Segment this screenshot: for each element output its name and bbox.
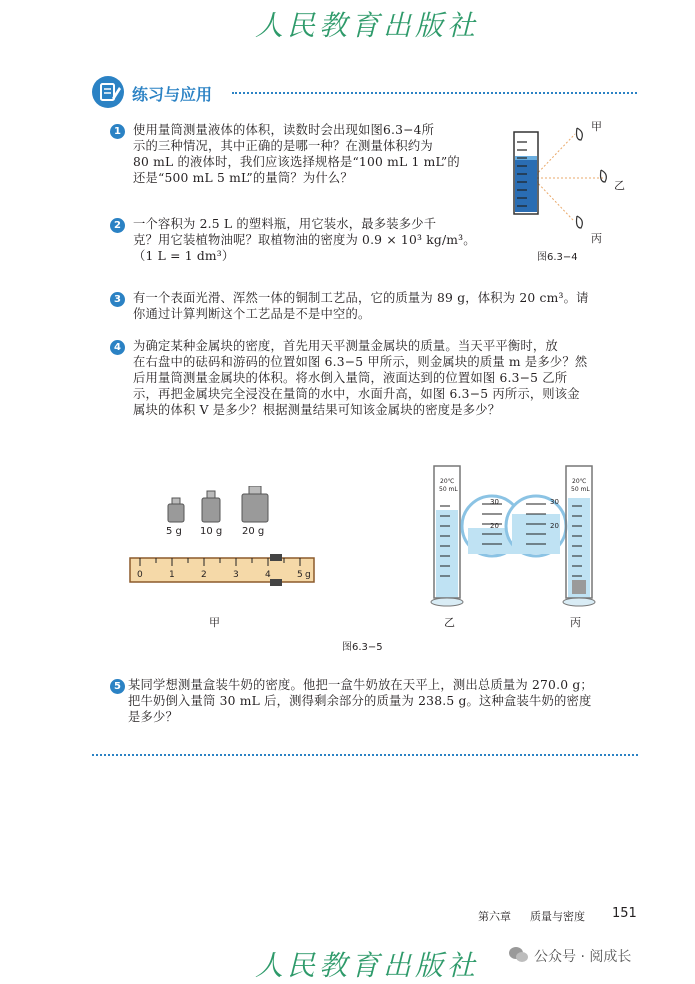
question-5	[128, 677, 593, 725]
question-line: 使用量筒测量液体的体积，读数时会出现如图6.3−4所	[133, 123, 435, 137]
section-title: 练习与应用	[132, 85, 213, 104]
ruler-tick-label: 2	[201, 570, 207, 580]
ruler-tick-label: 3	[233, 570, 239, 580]
section-end-divider	[92, 754, 638, 756]
weight-label: 5 g	[166, 526, 182, 537]
panel-label-bing: 丙	[570, 616, 581, 629]
question-number-3: 3	[110, 292, 125, 307]
question-line: 有一个表面光滑、浑然一体的铜制工艺品，它的质量为 89 g，体积为 20 cm³。请	[133, 291, 589, 305]
question-line: 示的三种情况，其中正确的是哪一种？在测量体积约为	[133, 139, 433, 153]
question-line: 某同学想测量盒装牛奶的密度。他把一盒牛奶放在天平上，测出总质量为 270.0 g；	[128, 678, 593, 692]
question-2	[133, 216, 476, 264]
cylinder-temperature: 20℃	[440, 478, 455, 485]
cylinder-temperature: 20℃	[572, 478, 587, 485]
view-label-bing: 丙	[591, 232, 602, 245]
question-number-1: 1	[110, 124, 125, 139]
question-line: 克？用它装植物油呢？取植物油的密度为 0.9 × 10³ kg/m³。	[133, 233, 476, 247]
weight-label: 20 g	[242, 526, 265, 537]
panel-label-yi: 乙	[444, 616, 455, 629]
watermark-text: 公众号 · 阅成长	[534, 949, 632, 965]
question-line: 还是“500 mL 5 mL”的量筒？为什么？	[133, 171, 353, 185]
question-line: 在右盘中的砝码和游码的位置如图 6.3−5 甲所示，则金属块的质量 m 是多少？然	[133, 355, 588, 369]
question-line: 属块的体积 V 是多少？根据测量结果可知该金属块的密度是多少？	[133, 403, 501, 417]
weights-and-rider-diagram	[128, 486, 323, 596]
ruler-tick-label: 5	[297, 570, 303, 580]
weight-label: 10 g	[200, 526, 223, 537]
publisher-logo: 人民教育出版社	[255, 949, 480, 982]
question-line: 一个容积为 2.5 L 的塑料瓶，用它装水，最多装多少千	[133, 217, 437, 231]
section-divider	[232, 92, 637, 94]
question-line: （1 L = 1 dm³）	[133, 249, 235, 263]
cylinder-mark: 30	[550, 498, 559, 506]
question-line: 是多少？	[128, 710, 178, 724]
figure-6-3-5	[128, 462, 638, 652]
cylinder-mark: 20	[550, 522, 559, 530]
question-line: 把牛奶倒入量筒 30 mL 后，测得剩余部分的质量为 238.5 g。这种盒装牛奶的密度	[128, 694, 592, 708]
ruler-tick-label: 4	[265, 570, 271, 580]
wechat-icon	[508, 946, 530, 964]
question-number-2: 2	[110, 218, 125, 233]
panel-label-jia: 甲	[209, 616, 220, 629]
question-number-5: 5	[110, 679, 125, 694]
cylinder-capacity: 50 mL	[439, 486, 458, 493]
question-4	[133, 338, 587, 418]
pencil-notebook-icon	[92, 76, 124, 108]
question-line: 你通过计算判断这个工艺品是不是中空的。	[133, 307, 371, 321]
cylinder-mark: 30	[490, 498, 499, 506]
question-line: 示，再把金属块完全浸没在量筒的水中，水面升高，如图 6.3−5 丙所示，则该金	[133, 387, 580, 401]
ruler-tick-label: 1	[169, 570, 175, 580]
cylinder-mark: 20	[490, 522, 499, 530]
question-number-4: 4	[110, 340, 125, 355]
figure-caption: 图6.3−4	[537, 252, 578, 263]
question-1	[133, 122, 460, 186]
chapter-title: 质量与密度	[530, 910, 585, 923]
view-label-jia: 甲	[591, 120, 602, 133]
ruler-tick-label: 0	[137, 570, 143, 580]
question-line: 为确定某种金属块的密度，首先用天平测量金属块的质量。当天平平衡时，放	[133, 339, 558, 353]
question-line: 80 mL 的液体时，我们应该选择规格是“100 mL 1 mL”的	[133, 155, 460, 169]
figure-6-3-4	[505, 118, 635, 263]
page-number: 151	[612, 906, 637, 921]
question-line: 后用量筒测量金属块的体积。将水倒入量筒，液面达到的位置如图 6.3−5 乙所	[133, 371, 568, 385]
view-label-yi: 乙	[614, 179, 625, 192]
cylinder-capacity: 50 mL	[571, 486, 590, 493]
chapter-number: 第六章	[478, 910, 511, 923]
question-3	[133, 290, 589, 322]
figure-caption: 图6.3−5	[342, 642, 383, 653]
section-header	[92, 76, 637, 110]
ruler-unit-label: g	[305, 570, 311, 580]
publisher-logo: 人民教育出版社	[255, 9, 480, 42]
